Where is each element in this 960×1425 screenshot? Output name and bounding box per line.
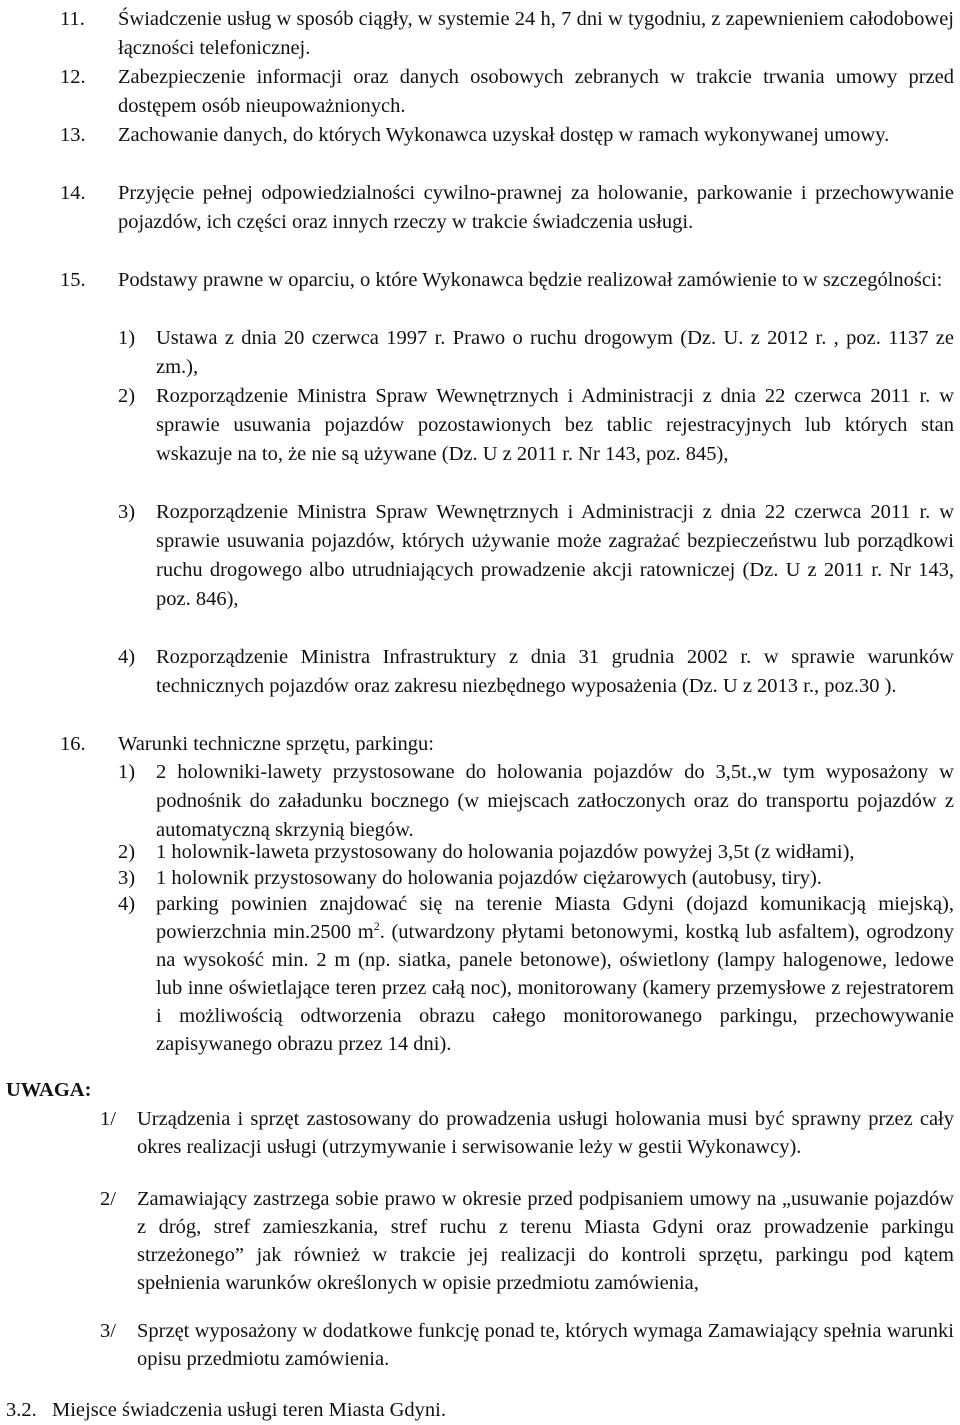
uwaga-heading: UWAGA:	[6, 1079, 92, 1101]
item-12-number: 12.	[60, 66, 86, 88]
legal-basis-3-number: 3)	[118, 501, 136, 523]
item-16-text: Warunki techniczne sprzętu, parkingu:	[118, 733, 434, 755]
equipment-3-number: 3)	[118, 867, 136, 889]
legal-basis-4-number: 4)	[118, 646, 136, 668]
superscript-2: 2	[373, 919, 380, 934]
note-3-number: 3/	[100, 1320, 116, 1342]
note-1-number: 1/	[100, 1108, 116, 1130]
item-14-number: 14.	[60, 182, 86, 204]
item-11-text: Świadczenie usług w sposób ciągły, w systemie 24 h, 7 dni w tygodniu, z zapewnieniem całodobowej łączności telefonicznej.	[118, 8, 954, 59]
item-15-text: Podstawy prawne w oparciu, o które Wykonawca będzie realizował zamówienie to w szczególności:	[118, 269, 943, 291]
legal-basis-4-text: Rozporządzenie Ministra Infrastruktury z dnia 31 grudnia 2002 r. w sprawie warunków technicznych pojazdów oraz zakresu niezbędnego wyposażenia (Dz. U z 2013 r., poz.30 ).	[156, 646, 954, 697]
legal-basis-3-text: Rozporządzenie Ministra Spraw Wewnętrznych i Administracji z dnia 22 czerwca 2011 r. w sprawie usuwania pojazdów, których używanie może zagrażać bezpieczeństwu lub porządkowi ruchu drogowego albo utrudniających prowadzenie akcji ratowniczej (Dz. U z 2011 r. Nr 143, poz. 846),	[156, 501, 954, 610]
equipment-4-text	[156, 890, 954, 1058]
section-3-2-number: 3.2.	[6, 1399, 37, 1421]
equipment-4-number: 4)	[118, 893, 136, 915]
legal-basis-2-number: 2)	[118, 385, 136, 407]
legal-basis-1-text: Ustawa z dnia 20 czerwca 1997 r. Prawo o ruchu drogowym (Dz. U. z 2012 r. , poz. 1137 ze zm.),	[156, 327, 954, 378]
note-2-number: 2/	[100, 1188, 116, 1210]
item-12-text: Zabezpieczenie informacji oraz danych osobowych zebranych w trakcie trwania umowy przed dostępem osób nieupoważnionych.	[118, 66, 954, 117]
item-11-number: 11.	[60, 8, 85, 30]
note-1-text: Urządzenia i sprzęt zastosowany do prowadzenia usługi holowania musi być sprawny przez cały okres realizacji usługi (utrzymywanie i serwisowanie leży w gestii Wykonawcy).	[137, 1108, 954, 1158]
item-13-number: 13.	[60, 124, 86, 146]
equipment-1-number: 1)	[118, 761, 136, 783]
equipment-2-number: 2)	[118, 841, 136, 863]
equipment-3-text: 1 holownik przystosowany do holowania pojazdów ciężarowych (autobusy, tiry).	[156, 867, 822, 889]
note-2-text: Zamawiający zastrzega sobie prawo w okresie przed podpisaniem umowy na „usuwanie pojazdów z dróg, stref zamieszkania, stref ruchu z terenu Miasta Gdyni oraz prowadzenie parkingu strzeżonego” jak również w trakcie jej realizacji do kontroli sprzętu, parkingu pod kątem spełnienia warunków określonych w opisie przedmiotu zamówienia,	[137, 1188, 954, 1294]
item-15-number: 15.	[60, 269, 86, 291]
note-3-text: Sprzęt wyposażony w dodatkowe funkcję ponad te, których wymaga Zamawiający spełnia warunki opisu przedmiotu zamówienia.	[137, 1320, 954, 1370]
equipment-4-text-part1: parking powinien znajdować się na terenie Miasta Gdyni (dojazd komunikacją miejską), powierzchnia min.2500 m	[156, 893, 954, 943]
legal-basis-1-number: 1)	[118, 327, 136, 349]
item-16-number: 16.	[60, 733, 86, 755]
legal-basis-2-text: Rozporządzenie Ministra Spraw Wewnętrznych i Administracji z dnia 22 czerwca 2011 r. w sprawie usuwania pojazdów pozostawionych bez tablic rejestracyjnych lub których stan wskazuje na to, że nie są używane (Dz. U z 2011 r. Nr 143, poz. 845),	[156, 385, 954, 465]
item-13-text: Zachowanie danych, do których Wykonawca uzyskał dostęp w ramach wykonywanej umowy.	[118, 124, 890, 146]
equipment-4-text-part2: . (utwardzony płytami betonowymi, kostką lub asfaltem), ogrodzony na wysokość min. 2 m (np. siatka, panele betonowe), oświetlony (lampy halogenowe, ledowe lub inne oświetlające teren przez całą noc), monitorowany (kamery przemysłowe z rejestratorem i możliwością odtworzenia obrazu całego monitorowanego parkingu, przechowywanie zapisywanego obrazu przez 14 dni).	[156, 921, 954, 1055]
equipment-2-text: 1 holownik-laweta przystosowany do holowania pojazdów powyżej 3,5t (z widłami),	[156, 841, 855, 863]
section-3-2-text: Miejsce świadczenia usługi teren Miasta Gdyni.	[52, 1399, 446, 1421]
equipment-1-text: 2 holowniki-lawety przystosowane do holowania pojazdów do 3,5t.,w tym wyposażony w podnośnik do załadunku bocznego (w miejscach zatłoczonych oraz do transportu pojazdów z automatyczną skrzynią biegów.	[156, 761, 954, 841]
item-14-text: Przyjęcie pełnej odpowiedzialności cywilno-prawnej za holowanie, parkowanie i przechowywanie pojazdów, ich części oraz innych rzeczy w trakcie świadczenia usługi.	[118, 182, 954, 233]
